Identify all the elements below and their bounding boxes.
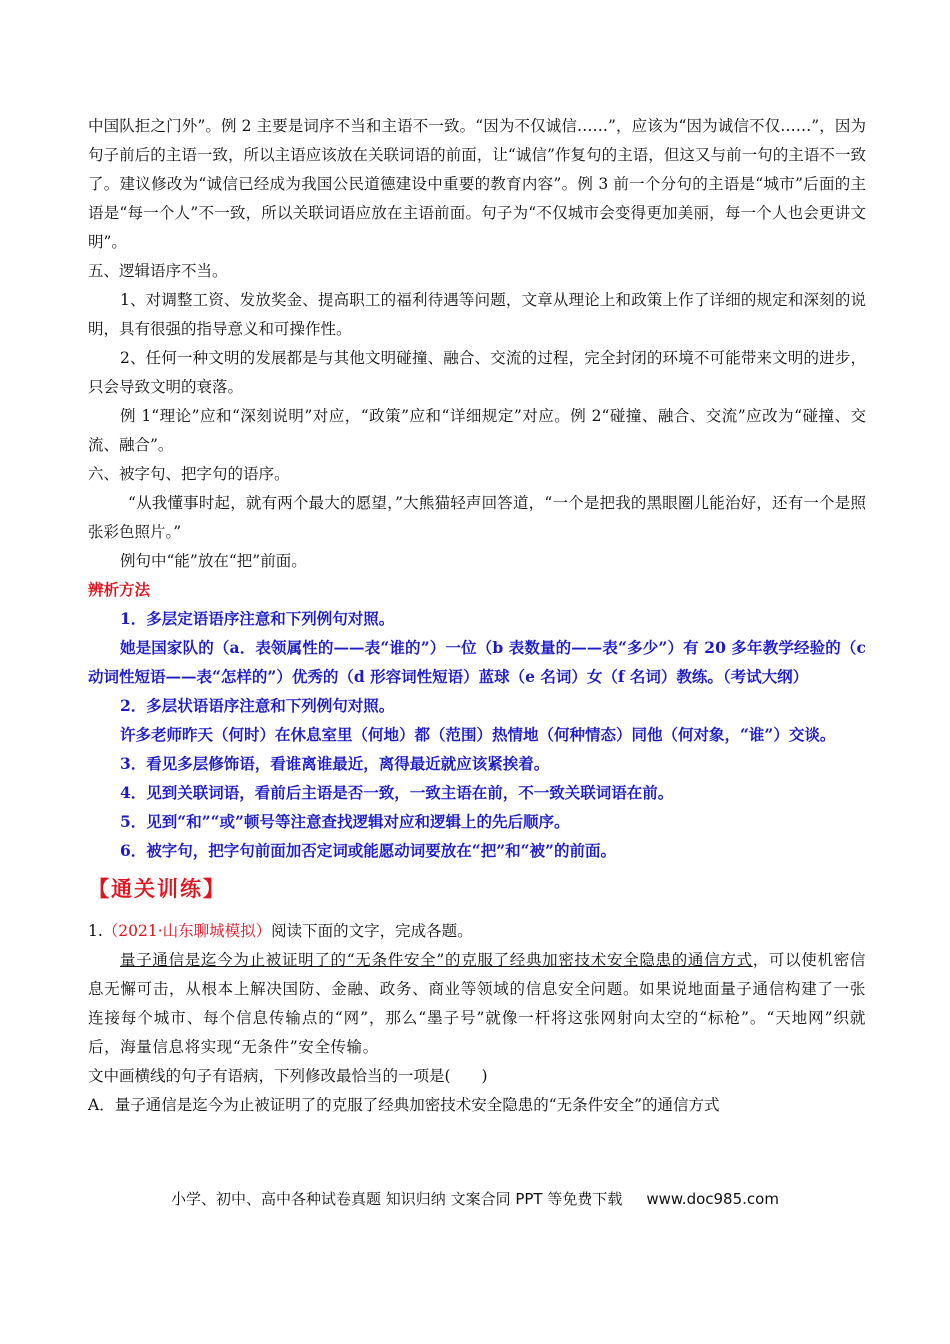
method-title: 辨析方法 xyxy=(88,580,151,599)
method-1: 1．多层定语语序注意和下列例句对照。 xyxy=(120,609,395,628)
reading-passage xyxy=(88,946,866,1062)
heading-logic-order: 五、逻辑语序不当。 xyxy=(88,262,228,280)
example-6-quote: “从我懂事时起，就有两个最大的愿望，”大熊猫轻声回答道，“一个是把我的黑眼圈儿能治好，还有一个是照张彩色照片。” xyxy=(88,494,866,541)
footer-url[interactable]: www.doc985.com xyxy=(646,1190,779,1208)
method-1-example: 她是国家队的（a．表领属性的——表“谁的”）一位（b 表数量的——表“多少”）有 20 多年教学经验的（c 动词性短语——表“怎样的”）优秀的（d 形容词性短语）蓝球（e 名词）女（f 名词）教练。（考试大纲） xyxy=(88,638,866,686)
document-body xyxy=(88,112,866,1120)
method-5: 5．见到“和”“或”顿号等注意查找逻辑对应和逻辑上的先后顺序。 xyxy=(120,812,570,831)
option-a: A．量子通信是迄今为止被证明了的克服了经典加密技术安全隐患的“无条件安全”的通信方式 xyxy=(88,1096,720,1114)
example-6-note: 例句中“能”放在“把”前面。 xyxy=(120,552,307,570)
example-5-note: 例 1“理论”应和“深刻说明”对应，“政策”应和“详细规定”对应。例 2“碰撞、融合、交流”应改为“碰撞、交流、融合”。 xyxy=(88,407,866,454)
page-footer xyxy=(0,1188,950,1209)
method-4: 4．见到关联词语，看前后主语是否一致，一致主语在前，不一致关联词语在前。 xyxy=(120,783,674,802)
example-5-1: 1、对调整工资、发放奖金、提高职工的福利待遇等问题，文章从理论上和政策上作了详细的规定和深刻的说明，具有很强的指导意义和可操作性。 xyxy=(88,291,866,338)
method-2-example: 许多老师昨天（何时）在休息室里（何地）都（范围）热情地（何种情态）同他（何对象，“谁”）交谈。 xyxy=(120,725,836,744)
question-source: （2021·山东聊城模拟） xyxy=(102,922,272,940)
underlined-sentence: 量子通信是迄今为止被证明了的“无条件安全”的克服了经典加密技术安全隐患的通信方式 xyxy=(120,951,753,969)
method-6: 6．被字句，把字句前面加否定词或能愿动词要放在“把”和“被”的前面。 xyxy=(120,841,616,860)
question-prompt: 文中画横线的句子有语病，下列修改最恰当的一项是( ) xyxy=(88,1067,488,1085)
method-3: 3．看见多层修饰语，看谁离谁最近，离得最近就应该紧挨着。 xyxy=(120,754,550,773)
footer-text: 小学、初中、高中各种试卷真题 知识归纳 文案合同 PPT 等免费下载 xyxy=(171,1190,623,1208)
question-number: 1. xyxy=(88,922,103,940)
question-stem: 阅读下面的文字，完成各题。 xyxy=(271,922,473,940)
training-title: 【通关训练】 xyxy=(88,876,226,901)
example-5-2: 2、任何一种文明的发展都是与其他文明碰撞、融合、交流的过程，完全封闭的环境不可能带来文明的进步，只会导致文明的衰落。 xyxy=(88,349,866,396)
passage-rest: ，可以使机密信息无懈可击，从根本上解决国防、金融、政务、商业等领域的信息安全问题。如果说地面量子通信构建了一张连接每个城市、每个信息传输点的“网”，那么“墨子号”就像一杆将这张网射向太空的“标枪”。“天地网”织就后，海量信息将实现“无条件”安全传输。 xyxy=(88,951,866,1056)
paragraph-explanation: 中国队拒之门外”。例 2 主要是词序不当和主语不一致。“因为不仅诚信……”，应该为“因为诚信不仅……”，因为句子前后的主语一致，所以主语应该放在关联词语的前面，让“诚信”作复句的主语，但这又与前一句的主语不一致了。建议修改为“诚信已经成为我国公民道德建设中重要的教育内容”。例 3 前一个分句的主语是“城市”后面的主语是“每一个人”不一致，所以关联词语应放在主语前面。句子为“不仅城市会变得更加美丽，每一个人也会更讲文明”。 xyxy=(88,117,866,251)
method-2: 2．多层状语语序注意和下列例句对照。 xyxy=(120,696,395,715)
question-1-header xyxy=(88,917,866,946)
heading-passive-ba-order: 六、被字句、把字句的语序。 xyxy=(88,465,290,483)
